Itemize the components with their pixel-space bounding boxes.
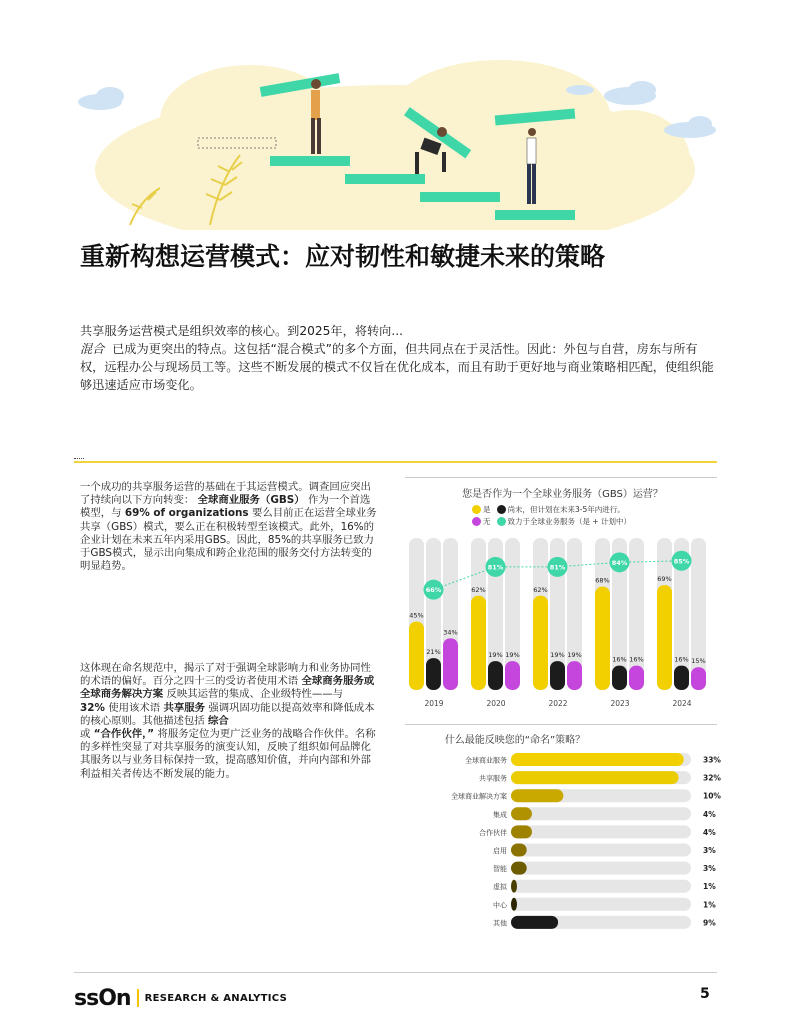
value-label: 4% <box>703 827 716 837</box>
bar-track <box>511 862 691 875</box>
intro-emphasis: 混合 <box>80 342 105 356</box>
bar-label-yes: 68% <box>595 576 610 585</box>
bar-not_yet <box>426 658 441 690</box>
value-label: 4% <box>703 809 716 819</box>
bar-no <box>567 661 582 690</box>
x-tick-label: 2024 <box>672 699 692 708</box>
category-label: 启用 <box>493 847 507 855</box>
bar-no <box>443 638 458 690</box>
value-label: 1% <box>703 900 716 910</box>
bar-yes <box>533 596 548 690</box>
bar-track <box>511 898 691 911</box>
legend-swatch-yes <box>472 505 481 514</box>
bar-6 <box>511 862 527 875</box>
committed-label: 85% <box>673 557 690 566</box>
text-span: 这体现在命名规范中，揭示了对于强调全球影响力和业务协同性的术语的偏好。百分之四十三的受访者使用术语 <box>80 662 371 688</box>
chart2-title: 什么最能反映您的“命名”策略？ <box>444 735 586 746</box>
emphasis-32: 32% <box>80 701 105 714</box>
x-tick-label: 2022 <box>548 699 568 708</box>
committed-label: 84% <box>611 558 628 567</box>
text-span: 一个成功的共享服务运营的基础在于其运营模式。调查回应突出了持续向以下方向转变： <box>80 481 371 507</box>
intro-line-2 <box>80 340 720 394</box>
bar-not_yet <box>550 661 565 690</box>
bar-yes <box>409 622 424 690</box>
legend-label-yes: 是 <box>483 504 491 514</box>
value-label: 10% <box>703 791 721 801</box>
bar-not_yet <box>674 666 689 690</box>
legend-label-committed: 致力于全球业务服务（是 + 计划中） <box>507 516 632 526</box>
bar-label-not_yet: 16% <box>674 655 689 664</box>
footer-divider <box>74 972 717 973</box>
bar-label-yes: 69% <box>657 575 672 584</box>
bar-label-no: 16% <box>629 655 644 664</box>
bar-label-yes: 45% <box>409 611 424 620</box>
hero-illustration <box>70 60 720 230</box>
category-label: 虚拟 <box>493 883 507 892</box>
category-label: 全球商业服务 <box>465 756 507 765</box>
divider-dots <box>74 458 84 460</box>
category-label: 智能 <box>493 865 507 874</box>
legend-swatch-no <box>472 517 481 526</box>
category-label: 集成 <box>493 810 507 819</box>
bar-track <box>511 844 691 857</box>
text-span: 强调巩固功能以提高效率和降低成本的核心原则。其他描述包括 <box>80 701 375 727</box>
bar-7 <box>511 880 517 893</box>
bar-yes <box>471 596 486 690</box>
page-number: 5 <box>700 986 710 1002</box>
emphasis-global: 全球商务服务或全球商务解决方案 <box>80 675 375 701</box>
legend-swatch-notyet <box>497 505 506 514</box>
bar-not_yet <box>488 661 503 690</box>
bar-yes <box>657 585 672 690</box>
gbs-paragraph <box>80 481 380 573</box>
emphasis-integrated: 综合 <box>208 714 229 727</box>
category-label: 合作伙伴 <box>479 828 507 837</box>
text-span: 反映其运营的集成、企业级特性——与 <box>166 688 344 701</box>
page-title: 重新构想运营模式：应对韧性和敏捷未来的策略 <box>80 242 606 271</box>
value-label: 9% <box>703 918 716 928</box>
text-span: 使用该术语 <box>108 701 161 714</box>
value-label: 32% <box>703 773 721 783</box>
legend-label-notyet: 尚未，但计划在未来3-5年内进行。 <box>507 504 625 514</box>
naming-bar-chart <box>405 748 725 938</box>
value-label: 3% <box>703 864 716 874</box>
naming-paragraph <box>80 662 380 781</box>
bar-track <box>511 880 691 893</box>
bar-yes <box>595 587 610 690</box>
logo-subtitle: RESEARCH & ANALYTICS <box>144 992 288 1004</box>
legend-swatch-committed <box>497 517 506 526</box>
category-label: 全球商业解决方案 <box>451 792 507 801</box>
committed-label: 81% <box>487 563 504 572</box>
bar-5 <box>511 844 527 857</box>
bar-no <box>505 661 520 690</box>
bar-label-not_yet: 19% <box>550 651 565 660</box>
bar-label-no: 15% <box>691 657 706 666</box>
gbs-bar-chart <box>405 528 717 714</box>
bar-label-no: 34% <box>443 628 458 637</box>
chart-divider <box>405 477 717 478</box>
bar-label-not_yet: 21% <box>426 648 441 657</box>
bar-label-yes: 62% <box>471 585 486 594</box>
bar-label-not_yet: 19% <box>488 651 503 660</box>
value-label: 33% <box>703 755 721 765</box>
emphasis-partner: “合作伙伴，” <box>93 728 155 741</box>
bar-label-no: 19% <box>505 651 520 660</box>
bar-9 <box>511 916 558 929</box>
bar-8 <box>511 898 517 911</box>
bar-label-no: 19% <box>567 651 582 660</box>
x-tick-label: 2019 <box>424 699 444 708</box>
text-span: 作为一个首选模型，与 <box>80 494 371 520</box>
section-divider <box>74 461 717 463</box>
category-label: 其他 <box>493 919 507 928</box>
category-label: 中心 <box>493 901 507 910</box>
bar-2 <box>511 789 563 802</box>
committed-label: 81% <box>549 563 566 572</box>
logo-wordmark: ssOn <box>74 985 131 1011</box>
emphasis-69: 69% of organizations <box>124 507 249 520</box>
bar-label-yes: 62% <box>533 585 548 594</box>
intro-rest: 已成为更突出的特点。这包括“混合模式”的多个方面，但共同点在于灵活性。因此：外包与自营，房东与所有权，远程办公与现场员工等。这些不断发展的模式不仅旨在优化成本，而且有助于更好地与商业策略相匹配，使组织能够迅速适应市场变化。 <box>80 342 714 392</box>
bar-label-not_yet: 16% <box>612 655 627 664</box>
intro-line-1: 共享服务运营模式是组织效率的核心。到2025年，将转向... <box>80 324 403 338</box>
value-label: 3% <box>703 846 716 855</box>
bar-1 <box>511 771 679 784</box>
text-span: 要么目前正在运营全球业务共享（GBS）模式，要么正在积极转型至该模式。此外，16%的企业计划在未来五年内采用GBS。因此，85%的共享服务已致力于GBS模式，显示出向集成和跨企业范围的服务交付方法转变的明显趋势。 <box>80 507 377 573</box>
category-label: 共享服务 <box>479 774 507 783</box>
text-span: 将服务定位为更广泛业务的战略合作伙伴。名称的多样性突显了对共享服务的演变认知，反映了组织如何品牌化其服务以与业务目标保持一致，提高感知价值，并向内部和外部利益相关者传达不断发展的能力。 <box>80 728 376 780</box>
bar-no <box>629 666 644 690</box>
logo-separator <box>137 989 139 1007</box>
chart1-title: 您是否作为一个全球业务服务（GBS）运营？ <box>462 489 663 500</box>
bar-3 <box>511 807 532 820</box>
ssson-logo <box>74 986 287 1010</box>
x-tick-label: 2023 <box>610 699 630 708</box>
emphasis-shared: 共享服务 <box>163 701 206 714</box>
bar-no <box>691 667 706 690</box>
text-span: 或 <box>80 728 91 741</box>
x-tick-label: 2020 <box>486 699 506 708</box>
emphasis-gbs: 全球商业服务（GBS） <box>197 494 305 507</box>
value-label: 1% <box>703 882 716 892</box>
committed-label: 66% <box>425 586 442 595</box>
chart-divider <box>405 724 717 725</box>
bar-0 <box>511 753 684 766</box>
bar-track <box>511 825 691 838</box>
bar-not_yet <box>612 666 627 690</box>
bar-track <box>511 807 691 820</box>
chart1-legend <box>472 503 712 527</box>
legend-label-no: 无 <box>483 516 491 526</box>
bar-4 <box>511 825 532 838</box>
intro-paragraph <box>80 322 720 394</box>
